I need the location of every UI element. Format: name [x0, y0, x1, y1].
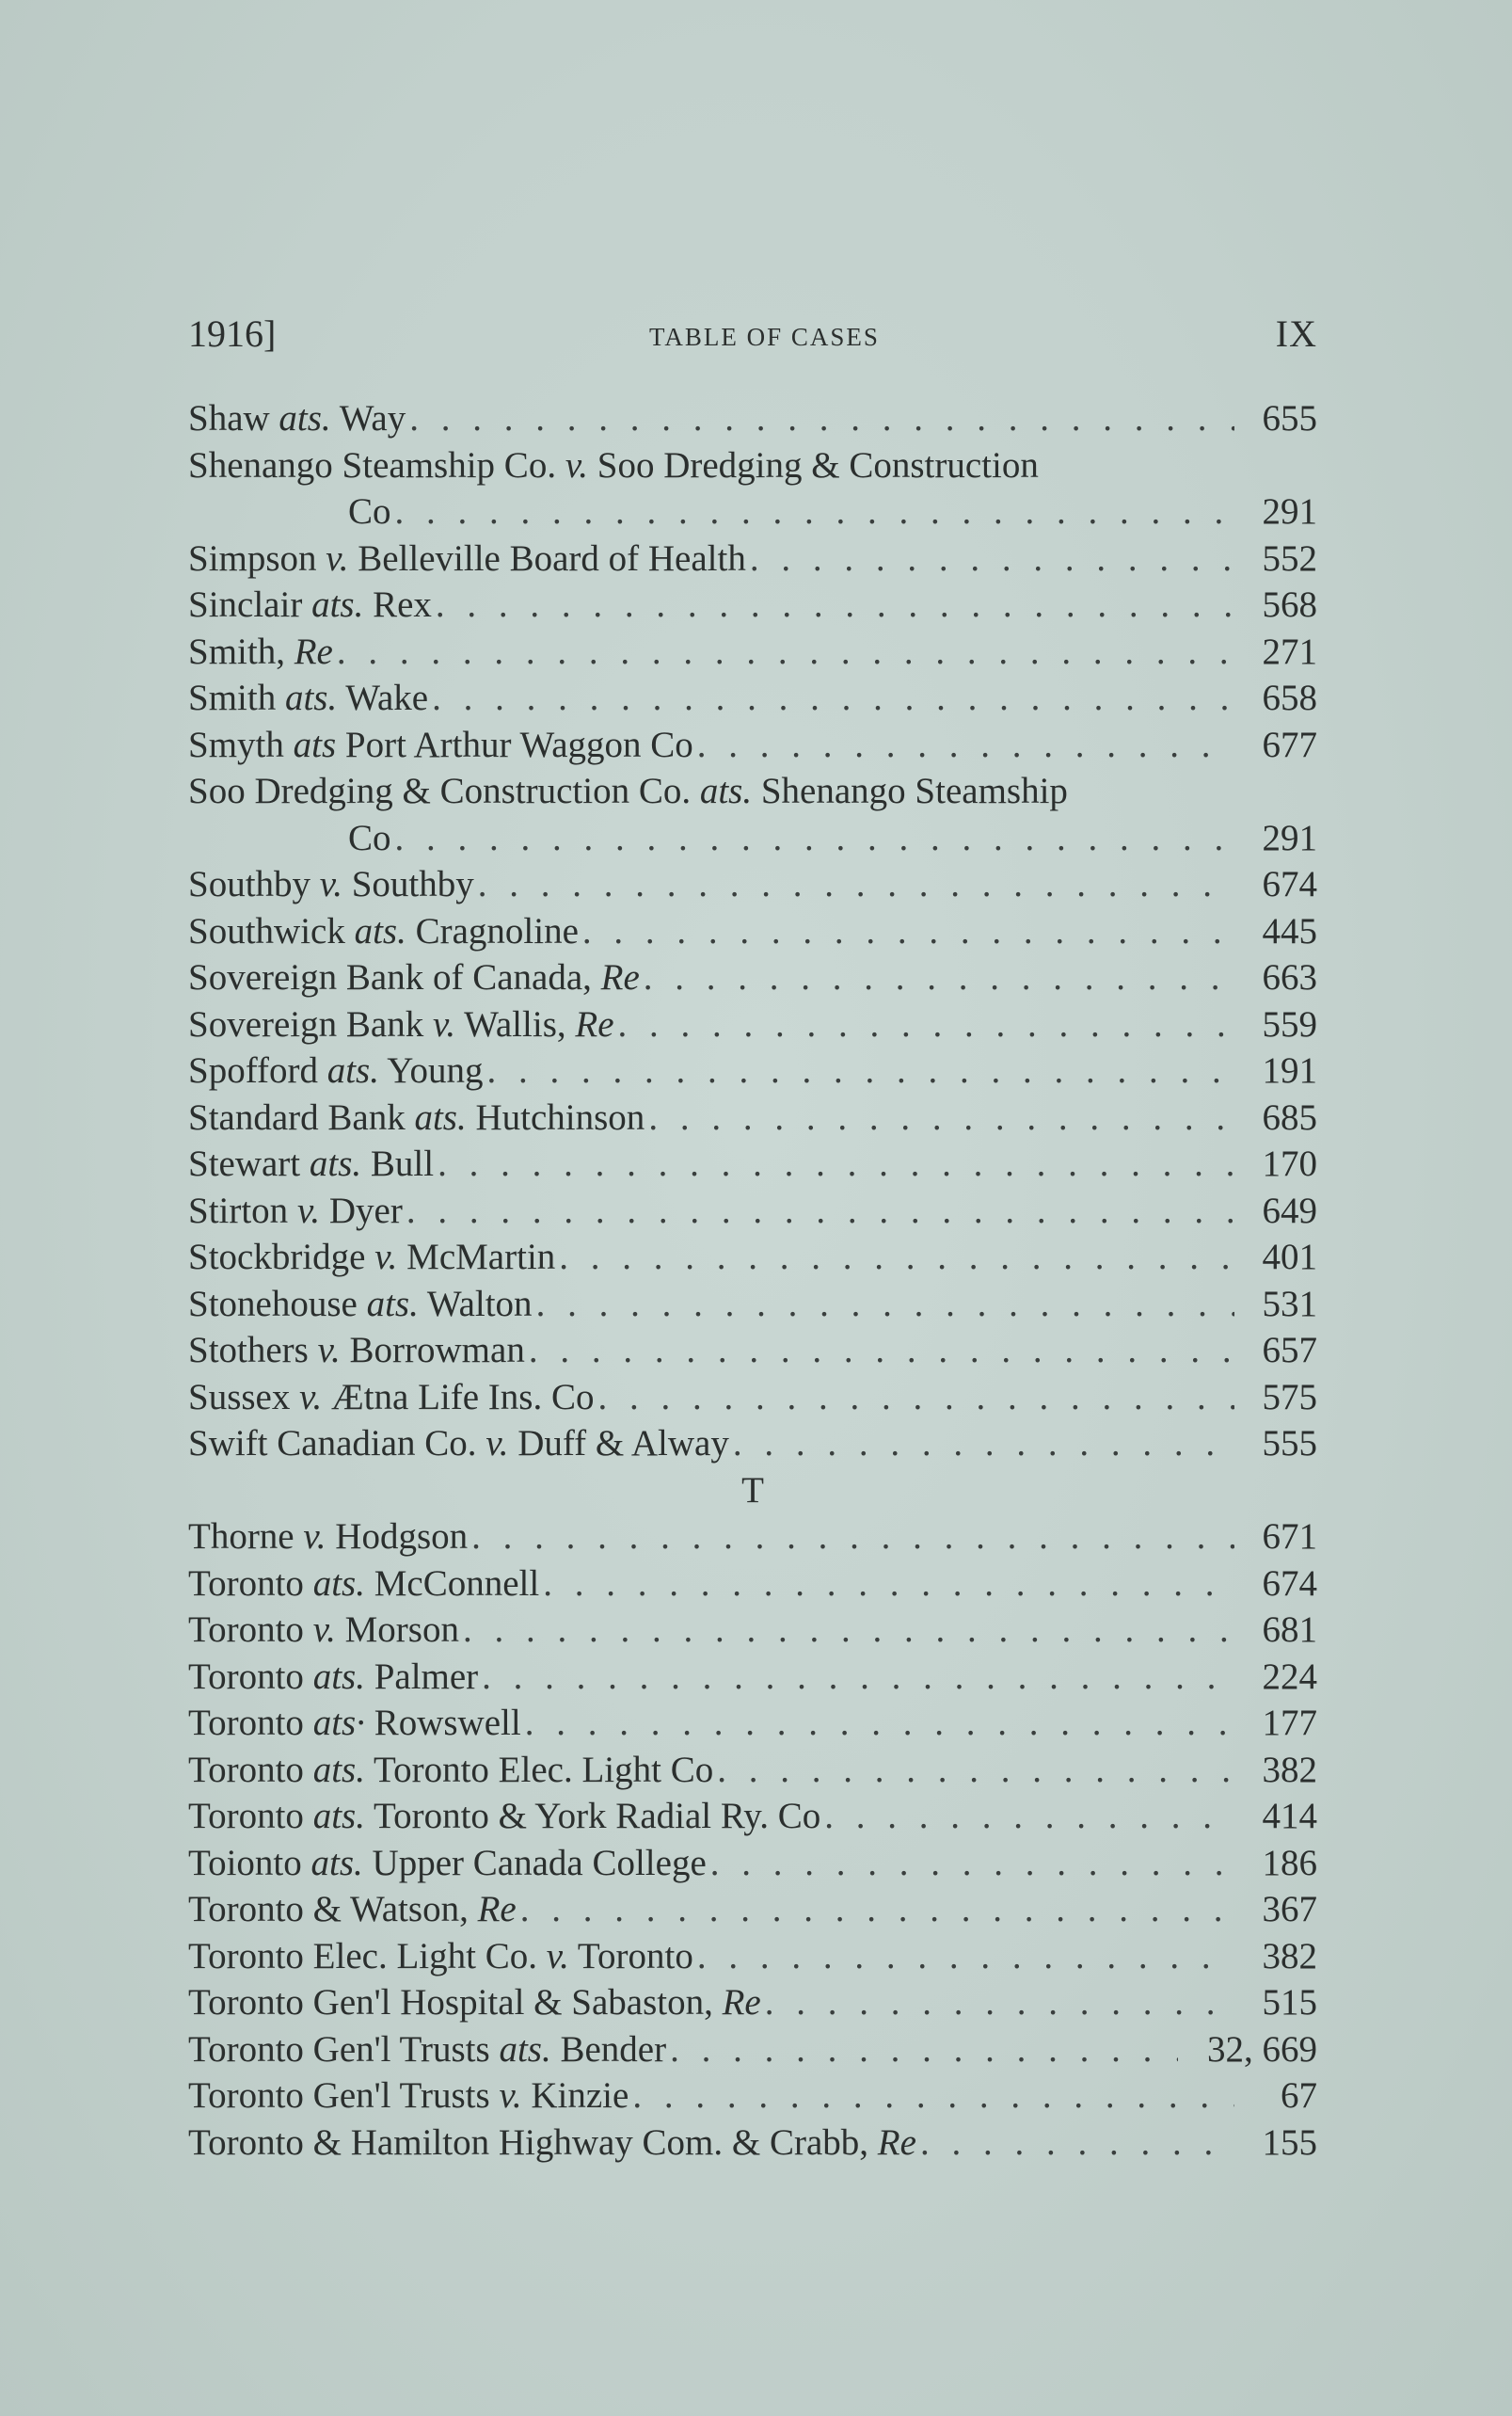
case-name-text: Bender	[550, 2028, 667, 2070]
case-name-text: Toronto	[188, 1562, 313, 1604]
header-year: 1916]	[188, 312, 277, 355]
case-name-text: McMartin	[397, 1237, 556, 1277]
dot-leader	[733, 1420, 1234, 1467]
dot-leader	[920, 2120, 1234, 2167]
case-name-text: Shenango Steamship	[752, 771, 1068, 811]
case-name-text: Standard Bank	[188, 1096, 415, 1138]
case-name	[188, 1048, 484, 1095]
case-name-text: Simpson	[188, 537, 326, 579]
case-name	[188, 2026, 666, 2073]
case-name-italic: ats.	[499, 2028, 551, 2070]
case-name-text: Toionto	[188, 1842, 311, 1883]
case-name-text: Toronto & Watson,	[188, 1889, 478, 1929]
case-name-italic: v.	[499, 2075, 522, 2116]
dot-leader	[337, 629, 1234, 676]
case-name-italic: ats.	[312, 1796, 365, 1836]
case-name-text: Toronto Elec. Light Co.	[188, 1935, 547, 1976]
case-name-italic: ats.	[311, 584, 364, 625]
case-name-text: Port Arthur Waggon Co	[336, 724, 693, 765]
case-page-number: 224	[1262, 1656, 1317, 1697]
case-name-italic: v.	[485, 1423, 509, 1464]
dot-leader	[644, 954, 1234, 1001]
case-page-number: 445	[1262, 910, 1317, 952]
case-name-text: Smith	[188, 678, 285, 718]
case-name-italic: ats.	[366, 1283, 419, 1324]
case-entry	[188, 908, 1317, 955]
case-entry	[188, 1513, 1317, 1560]
case-name	[188, 582, 432, 629]
case-entry	[188, 1420, 1317, 1467]
case-entry	[188, 1095, 1317, 1142]
case-entry	[188, 629, 1317, 676]
dot-leader	[710, 1840, 1234, 1887]
case-page-number: 382	[1262, 1749, 1317, 1790]
case-name-italic: v.	[299, 1376, 323, 1417]
case-name-italic: ats.	[312, 1749, 365, 1790]
case-name-italic: ats.	[699, 771, 753, 811]
dot-leader	[582, 908, 1234, 955]
case-page-number: 655	[1262, 398, 1317, 439]
case-page-number: 291	[1262, 817, 1317, 858]
case-entry	[188, 1327, 1317, 1374]
case-name	[188, 1654, 478, 1701]
case-page-number: 170	[1262, 1144, 1317, 1184]
case-name-italic: ats.	[284, 678, 338, 718]
case-name	[188, 768, 1068, 815]
case-name-text: Sovereign Bank	[188, 1003, 433, 1045]
case-entry	[188, 442, 1317, 489]
case-entry	[188, 1374, 1317, 1421]
dot-leader	[598, 1374, 1235, 1421]
case-name	[188, 1141, 434, 1188]
case-page-number: 658	[1262, 678, 1317, 718]
case-name-italic: Re	[722, 1982, 761, 2023]
case-name-text: Smith,	[188, 631, 294, 672]
case-name-text: Morson	[335, 1609, 459, 1650]
case-name	[188, 1513, 468, 1560]
case-page-number: 685	[1262, 1096, 1317, 1138]
case-name-text: Smyth	[188, 724, 294, 765]
case-page-number: 271	[1262, 631, 1317, 672]
case-name-text: Way	[330, 398, 406, 439]
case-name	[188, 1374, 595, 1421]
case-page-number: 32, 669	[1207, 2028, 1317, 2070]
case-page-number: 674	[1262, 864, 1317, 904]
case-page-number: 177	[1262, 1703, 1317, 1743]
case-entry	[188, 861, 1317, 908]
case-name-text: Kinzie	[521, 2075, 629, 2116]
case-entry	[188, 1654, 1317, 1701]
case-name-text: Dyer	[320, 1190, 403, 1231]
dot-leader	[543, 1560, 1234, 1608]
header-page-number: IX	[1275, 312, 1317, 355]
dot-leader	[525, 1700, 1234, 1747]
case-entry	[188, 1747, 1317, 1794]
case-page-number: 677	[1262, 724, 1317, 765]
case-page-number: 191	[1262, 1050, 1317, 1091]
case-name-text: McConnell	[364, 1562, 540, 1604]
section-letter: T	[741, 1469, 764, 1511]
case-entry	[188, 1793, 1317, 1840]
case-name-text: Toronto	[188, 1796, 313, 1836]
case-name	[188, 1560, 539, 1608]
case-page-number: 291	[1262, 491, 1317, 532]
case-name-text: Wallis,	[455, 1003, 576, 1045]
case-name	[188, 722, 693, 769]
case-page-number: 575	[1262, 1376, 1317, 1417]
dot-leader	[395, 488, 1234, 536]
case-name-text: Shenango Steamship Co.	[188, 444, 565, 486]
case-entry	[188, 1979, 1317, 2026]
case-name	[188, 1095, 645, 1142]
case-entry	[188, 675, 1317, 722]
case-name	[188, 1886, 517, 1933]
case-name-italic: v.	[317, 1330, 341, 1370]
case-page-number: 552	[1262, 537, 1317, 579]
case-page-number: 367	[1262, 1889, 1317, 1929]
case-name	[188, 536, 746, 583]
case-name-text: Toronto & Hamilton Highway Com. & Crabb,	[188, 2121, 878, 2163]
case-name-italic: ats.	[279, 398, 331, 439]
case-name-text: Sovereign Bank of Canada,	[188, 957, 601, 998]
case-name-text: Co	[348, 491, 391, 532]
case-name-italic: ats.	[312, 1656, 365, 1697]
case-name-italic: ats·	[312, 1703, 365, 1743]
dot-leader	[765, 1979, 1234, 2026]
case-name-text: Duff & Alway	[508, 1423, 729, 1464]
case-name	[188, 1747, 713, 1794]
case-name-text: Sussex	[188, 1376, 300, 1417]
case-name-italic: v.	[312, 1609, 336, 1650]
dot-leader	[409, 395, 1234, 442]
case-name-text: Toronto	[188, 1609, 313, 1650]
dot-leader	[648, 1095, 1234, 1142]
case-name	[188, 1700, 521, 1747]
case-name	[188, 395, 406, 442]
case-entry	[188, 1281, 1317, 1328]
case-name-text: Southwick	[188, 910, 355, 952]
case-page-number: 674	[1262, 1562, 1317, 1604]
case-name-text: Shaw	[188, 398, 279, 439]
case-entry	[188, 1234, 1317, 1281]
dot-leader	[618, 1001, 1234, 1048]
case-name-text: Rowswell	[364, 1703, 521, 1743]
case-name-text: Toronto	[188, 1749, 313, 1790]
case-name-italic: v.	[319, 864, 342, 904]
case-page-number: 649	[1262, 1190, 1317, 1231]
case-name-italic: ats	[293, 724, 337, 765]
dot-leader	[824, 1793, 1234, 1840]
case-page-number: 515	[1262, 1982, 1317, 2023]
case-entry	[188, 2026, 1317, 2073]
case-page-number: 555	[1262, 1423, 1317, 1464]
case-name-text: Spofford	[188, 1050, 327, 1091]
case-name-text: Soo Dredging & Construction Co.	[188, 771, 700, 811]
case-entry	[188, 1840, 1317, 1887]
case-name	[188, 1420, 729, 1467]
case-name-italic: v.	[432, 1003, 456, 1045]
case-name-text: Stewart	[188, 1144, 310, 1184]
case-entry	[188, 722, 1317, 769]
dot-leader	[750, 536, 1234, 583]
case-name-text: Toronto Elec. Light Co	[364, 1749, 714, 1790]
case-entry	[188, 1560, 1317, 1608]
case-name-text: Toronto & York Radial Ry. Co	[364, 1796, 821, 1836]
dot-leader	[471, 1513, 1234, 1560]
case-name-text: Toronto	[188, 1656, 313, 1697]
case-name-text: Stirton	[188, 1190, 297, 1231]
dot-leader	[482, 1654, 1234, 1701]
case-name	[188, 954, 640, 1001]
case-name-text: Young	[378, 1050, 484, 1091]
case-name-italic: ats.	[312, 1562, 365, 1604]
dot-leader	[487, 1048, 1234, 1095]
dot-leader	[395, 815, 1234, 862]
case-name-text: Soo Dredging & Construction	[588, 444, 1039, 486]
dot-leader	[529, 1327, 1234, 1374]
dot-leader	[632, 2072, 1234, 2120]
case-name-italic: ats.	[309, 1144, 362, 1184]
case-name	[188, 1933, 693, 1980]
case-name-text: Hodgson	[326, 1516, 469, 1557]
dot-leader	[670, 2026, 1178, 2073]
case-name	[348, 815, 391, 862]
case-name-text: Borrowman	[340, 1330, 525, 1370]
case-name	[188, 1979, 761, 2026]
case-name	[188, 1840, 707, 1887]
case-entry	[188, 954, 1317, 1001]
case-name	[188, 1188, 403, 1235]
dot-leader	[438, 1141, 1234, 1188]
case-name-italic: v.	[546, 1935, 569, 1976]
case-entry	[188, 1700, 1317, 1747]
case-name-italic: v.	[565, 444, 588, 486]
case-entry-continuation	[188, 815, 1317, 862]
case-page-number: 681	[1262, 1609, 1317, 1650]
case-name	[188, 908, 579, 955]
case-page-number: 671	[1262, 1516, 1317, 1557]
dot-leader	[463, 1607, 1234, 1654]
case-name-text: Co	[348, 817, 391, 858]
case-name-italic: Re	[600, 957, 640, 998]
case-entry	[188, 582, 1317, 629]
case-name-text: Swift Canadian Co.	[188, 1423, 486, 1464]
case-name-text: Toronto Gen'l Hospital & Sabaston,	[188, 1982, 723, 2023]
case-name-text: Stockbridge	[188, 1237, 375, 1277]
case-entry	[188, 1933, 1317, 1980]
case-name	[348, 488, 391, 536]
case-name-text: Toronto	[568, 1935, 693, 1976]
case-name-text: Stothers	[188, 1330, 318, 1370]
case-name-text: Southby	[342, 864, 474, 904]
dot-leader	[520, 1886, 1234, 1933]
header-title: TABLE OF CASES	[649, 323, 880, 351]
page-header	[188, 311, 1317, 358]
dot-leader	[559, 1234, 1234, 1281]
case-entry	[188, 1188, 1317, 1235]
case-page-number: 401	[1262, 1237, 1317, 1277]
case-name	[188, 861, 474, 908]
case-page-number: 186	[1262, 1842, 1317, 1883]
dot-leader	[697, 1933, 1234, 1980]
case-name-text: Toronto Gen'l Trusts	[188, 2028, 500, 2070]
case-name-text: Upper Canada College	[362, 1842, 707, 1883]
case-name-italic: ats.	[414, 1096, 467, 1138]
case-name	[188, 1281, 533, 1328]
case-page-number: 568	[1262, 584, 1317, 625]
case-name-text: Palmer	[364, 1656, 479, 1697]
case-entry	[188, 2072, 1317, 2120]
case-name	[188, 2072, 629, 2120]
dot-leader	[697, 722, 1234, 769]
case-entry	[188, 536, 1317, 583]
case-name-italic: v.	[296, 1190, 321, 1231]
case-entry	[188, 1886, 1317, 1933]
case-name-text: Sinclair	[188, 584, 312, 625]
case-name-italic: Re	[294, 631, 333, 672]
case-page-number: 531	[1262, 1283, 1317, 1324]
dot-leader	[406, 1188, 1234, 1235]
dot-leader	[478, 861, 1234, 908]
case-name	[188, 442, 1039, 489]
case-name-italic: Re	[877, 2121, 916, 2163]
case-name	[188, 629, 333, 676]
case-name	[188, 1607, 459, 1654]
case-name	[188, 1234, 555, 1281]
case-name-italic: Re	[477, 1889, 517, 1929]
case-name-text: Hutchinson	[466, 1096, 645, 1138]
case-page-number: 559	[1262, 1003, 1317, 1045]
case-name-italic: v.	[374, 1237, 398, 1277]
case-entry	[188, 2120, 1317, 2167]
dot-leader	[717, 1747, 1234, 1794]
case-name-text: Thorne	[188, 1516, 304, 1557]
case-entry	[188, 1141, 1317, 1188]
case-name-text: Stonehouse	[188, 1283, 367, 1324]
case-name-text: Toronto Gen'l Trusts	[188, 2075, 500, 2116]
case-entry	[188, 1607, 1317, 1654]
case-name	[188, 1327, 525, 1374]
case-entry	[188, 1048, 1317, 1095]
case-page-number: 663	[1262, 957, 1317, 998]
dot-leader	[436, 582, 1234, 629]
case-name	[188, 675, 428, 722]
case-name-text: Ætna Life Ins. Co	[322, 1376, 595, 1417]
case-name-italic: ats.	[326, 1050, 379, 1091]
dot-leader	[536, 1281, 1234, 1328]
case-name-text: Rex	[363, 584, 432, 625]
case-name-italic: ats.	[310, 1842, 363, 1883]
case-page-number: 382	[1262, 1935, 1317, 1976]
case-name-text: Southby	[188, 864, 320, 904]
case-page-number: 155	[1262, 2121, 1317, 2163]
case-page-number: 657	[1262, 1330, 1317, 1370]
case-name-text: Bull	[361, 1144, 435, 1184]
case-entry-continuation	[188, 488, 1317, 536]
case-name	[188, 2120, 916, 2167]
case-name-italic: v.	[326, 537, 349, 579]
case-page-number: 414	[1262, 1796, 1317, 1836]
case-name	[188, 1793, 820, 1840]
case-page-number: 67	[1281, 2075, 1317, 2116]
case-name-text: Cragnoline	[406, 910, 579, 952]
case-name-italic: ats.	[354, 910, 406, 952]
case-name	[188, 1001, 614, 1048]
case-name-text: Walton	[418, 1283, 533, 1324]
case-entry	[188, 1001, 1317, 1048]
case-name-text: Wake	[337, 678, 429, 718]
case-name-italic: Re	[575, 1003, 614, 1045]
table-of-cases-list	[188, 395, 1317, 2166]
dot-leader	[432, 675, 1234, 722]
case-name-italic: v.	[303, 1516, 326, 1557]
case-name-text: Toronto	[188, 1703, 313, 1743]
case-name-text: Belleville Board of Health	[348, 537, 746, 579]
case-entry	[188, 395, 1317, 442]
case-entry	[188, 768, 1317, 815]
